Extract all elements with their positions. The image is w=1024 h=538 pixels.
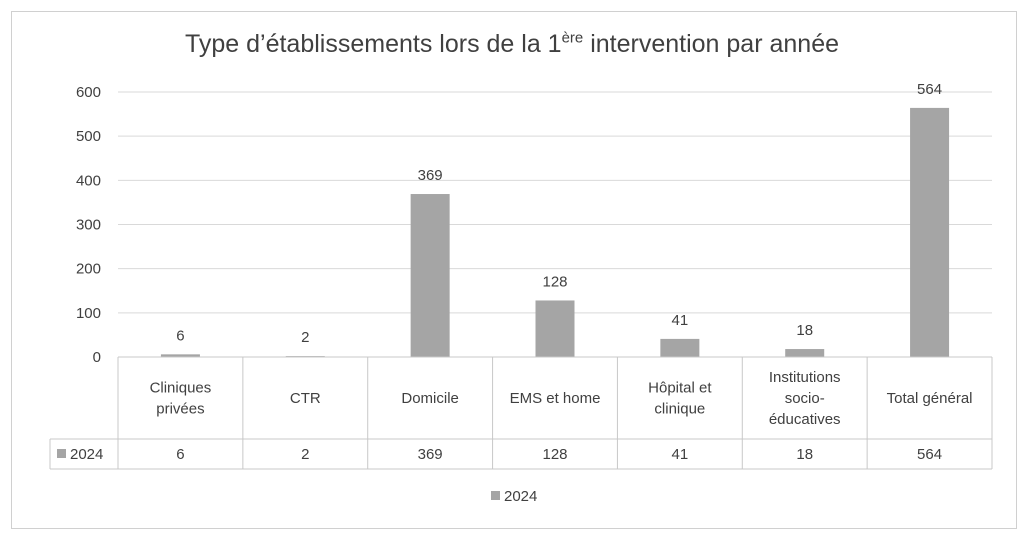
category-label: Total général [886, 390, 973, 407]
category-label: Institutions [768, 369, 841, 386]
table-legend-key [57, 449, 66, 458]
category-label: éducatives [768, 411, 841, 428]
bar-6 [910, 108, 949, 357]
data-label: 128 [542, 273, 568, 291]
table-cell: 564 [917, 446, 943, 463]
category-label: privées [156, 400, 205, 418]
bar-3 [536, 300, 575, 357]
chart-title-main: Type d’établissements lors de la 1 [184, 30, 562, 58]
chart-title-rest: intervention par année [583, 30, 840, 58]
table-cell: 6 [176, 446, 185, 463]
data-label: 369 [417, 167, 443, 185]
bar-2 [411, 194, 450, 357]
category-label: Cliniques [149, 379, 212, 397]
table-cell: 369 [417, 446, 443, 463]
category-label: clinique [654, 400, 706, 418]
data-label: 18 [796, 322, 814, 340]
bar-4 [660, 339, 699, 357]
y-tick-label: 100 [75, 304, 101, 322]
y-tick-label: 0 [92, 349, 101, 366]
table-cell: 18 [796, 446, 814, 463]
data-label: 2 [301, 329, 310, 347]
y-tick-label: 200 [75, 260, 101, 278]
chart-title-superscript: ère [561, 29, 584, 47]
y-tick-label: 400 [75, 172, 101, 190]
table-series-name: 2024 [70, 446, 104, 463]
data-label: 41 [671, 311, 689, 329]
category-label: Domicile [401, 390, 459, 407]
bar-5 [785, 349, 824, 357]
y-tick-label: 300 [75, 216, 101, 234]
category-label: CTR [289, 390, 321, 407]
data-label: 6 [176, 327, 185, 345]
category-label: socio- [784, 390, 825, 407]
table-cell: 41 [671, 446, 689, 463]
category-label: EMS et home [509, 390, 601, 407]
legend-label: 2024 [504, 488, 538, 505]
category-label: Hôpital et [648, 379, 712, 397]
table-cell: 2 [301, 446, 310, 463]
table-cell: 128 [542, 446, 568, 463]
y-tick-label: 500 [75, 128, 101, 146]
y-tick-label: 600 [75, 84, 101, 101]
legend-swatch [491, 491, 500, 500]
data-label: 564 [917, 80, 943, 98]
